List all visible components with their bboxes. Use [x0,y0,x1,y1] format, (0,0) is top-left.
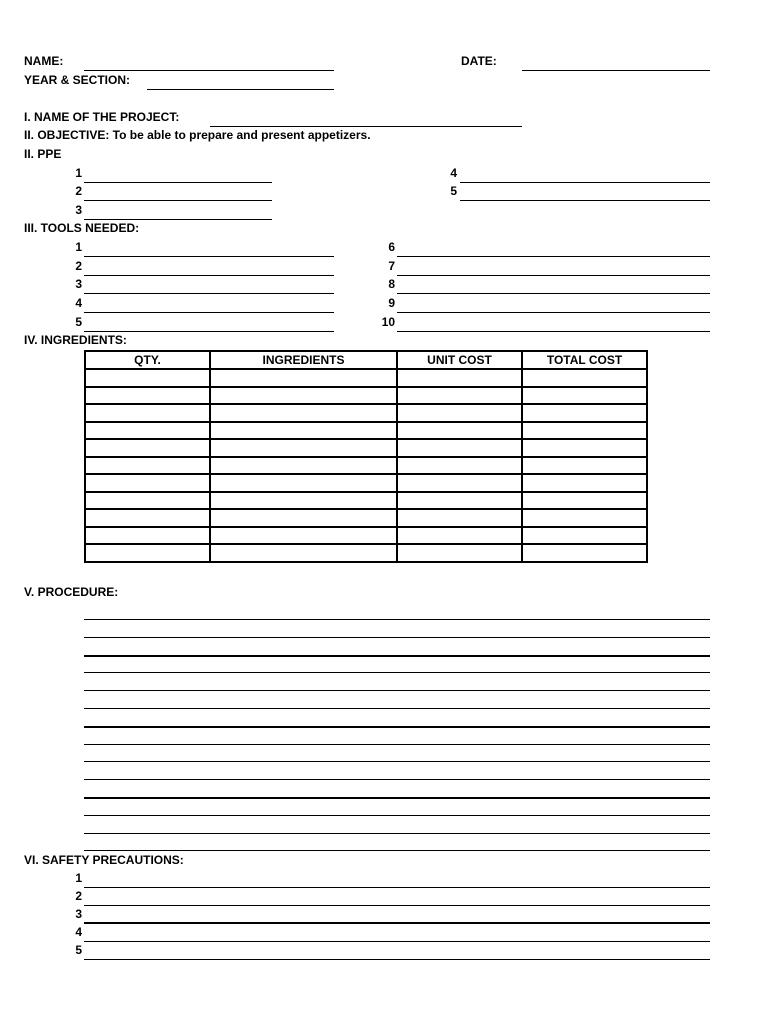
table-cell[interactable] [210,544,397,562]
objective-text: II. OBJECTIVE: To be able to prepare and present appetizers. [24,128,371,142]
year-section-line[interactable] [147,89,334,90]
procedure-line[interactable] [84,708,710,709]
ppe-number: 5 [450,184,457,198]
procedure-line[interactable] [84,655,710,657]
procedure-line[interactable] [84,672,710,673]
tools-number: 7 [388,259,395,273]
ppe-label: II. PPE [24,147,62,161]
table-row [85,439,647,457]
table-cell[interactable] [522,544,647,562]
ingredients-label: IV. INGREDIENTS: [24,333,127,347]
procedure-line[interactable] [84,850,710,851]
table-cell[interactable] [522,457,647,475]
table-cell[interactable] [210,387,397,405]
table-header-row [85,351,647,369]
table-cell[interactable] [85,387,210,405]
table-cell[interactable] [85,544,210,562]
safety-number: 5 [75,943,82,957]
procedure-line[interactable] [84,779,710,780]
ppe-line-1[interactable] [84,182,272,183]
table-cell[interactable] [210,509,397,527]
safety-number: 1 [75,871,82,885]
safety-number: 2 [75,889,82,903]
procedure-line[interactable] [84,690,710,691]
procedure-label: V. PROCEDURE: [24,585,119,599]
tools-line-4[interactable] [84,312,334,313]
table-cell[interactable] [397,544,522,562]
procedure-line[interactable] [84,761,710,762]
table-cell[interactable] [85,422,210,440]
table-row [85,457,647,475]
tools-number: 2 [75,259,82,273]
table-row [85,544,647,562]
table-cell[interactable] [210,492,397,510]
tools-number: 1 [75,240,82,254]
date-line[interactable] [522,70,710,71]
table-cell[interactable] [522,422,647,440]
table-cell[interactable] [397,439,522,457]
table-row [85,422,647,440]
table-cell[interactable] [210,457,397,475]
tools-line-3[interactable] [84,293,334,294]
ppe-number: 1 [75,166,82,180]
safety-label: VI. SAFETY PRECAUTIONS: [24,853,184,867]
project-name-line[interactable] [210,126,522,127]
ingredients-table-body [85,369,647,562]
ppe-line-2[interactable] [84,200,272,201]
table-cell[interactable] [210,527,397,545]
table-cell[interactable] [85,457,210,475]
column-header-total-cost: TOTAL COST [522,351,647,369]
table-cell[interactable] [397,369,522,387]
tools-line-9[interactable] [397,312,710,313]
tools-number: 5 [75,315,82,329]
ppe-line-3[interactable] [84,219,272,220]
table-cell[interactable] [397,422,522,440]
tools-number: 3 [75,277,82,291]
table-cell[interactable] [210,369,397,387]
table-cell[interactable] [85,527,210,545]
table-cell[interactable] [522,387,647,405]
table-row [85,509,647,527]
table-cell[interactable] [522,404,647,422]
table-cell[interactable] [85,404,210,422]
table-row [85,369,647,387]
table-cell[interactable] [397,387,522,405]
safety-number: 4 [75,925,82,939]
ppe-line-5[interactable] [460,200,710,201]
tools-line-5[interactable] [84,331,334,332]
table-cell[interactable] [522,369,647,387]
column-header-qty: QTY. [85,351,210,369]
safety-line-3[interactable] [84,922,710,924]
column-header-unit-cost: UNIT COST [397,351,522,369]
safety-line-4[interactable] [84,941,710,942]
date-label: DATE: [461,54,497,68]
table-cell[interactable] [85,492,210,510]
safety-line-5[interactable] [84,959,710,960]
table-cell[interactable] [85,474,210,492]
table-cell[interactable] [397,492,522,510]
procedure-line[interactable] [84,744,710,745]
ingredients-table [84,350,648,563]
procedure-line[interactable] [84,619,710,620]
year-section-label: YEAR & SECTION: [24,73,131,87]
ppe-line-4[interactable] [460,182,710,183]
table-cell[interactable] [397,509,522,527]
table-cell[interactable] [210,422,397,440]
tools-label: III. TOOLS NEEDED: [24,221,140,235]
tools-number: 6 [388,240,395,254]
ppe-number: 2 [75,184,82,198]
table-cell[interactable] [522,439,647,457]
table-row [85,404,647,422]
table-cell[interactable] [397,404,522,422]
name-line[interactable] [84,70,334,71]
table-cell[interactable] [85,509,210,527]
table-cell[interactable] [210,404,397,422]
table-cell[interactable] [522,527,647,545]
table-row [85,474,647,492]
table-row [85,492,647,510]
tools-line-10[interactable] [397,331,710,332]
procedure-line[interactable] [84,815,710,816]
safety-line-1[interactable] [84,887,710,888]
tools-line-6[interactable] [397,256,710,257]
procedure-line[interactable] [84,726,710,728]
tools-line-7[interactable] [397,275,710,276]
tools-number: 9 [388,296,395,310]
safety-number: 3 [75,907,82,921]
tools-number: 4 [75,296,82,310]
table-cell[interactable] [522,474,647,492]
table-row [85,527,647,545]
tools-line-8[interactable] [397,293,710,294]
table-cell[interactable] [397,474,522,492]
procedure-line[interactable] [84,797,710,799]
column-header-ingredients: INGREDIENTS [210,351,397,369]
ppe-number: 3 [75,203,82,217]
ppe-number: 4 [450,166,457,180]
table-cell[interactable] [210,474,397,492]
table-cell[interactable] [210,439,397,457]
table-cell[interactable] [397,527,522,545]
table-row [85,387,647,405]
name-label: NAME: [24,54,64,68]
table-cell[interactable] [522,492,647,510]
table-cell[interactable] [522,509,647,527]
procedure-line[interactable] [84,833,710,834]
tools-number: 10 [381,315,395,329]
tools-line-2[interactable] [84,275,334,276]
tools-number: 8 [388,277,395,291]
table-cell[interactable] [85,439,210,457]
project-name-label: I. NAME OF THE PROJECT: [24,110,180,124]
safety-line-2[interactable] [84,905,710,906]
table-cell[interactable] [397,457,522,475]
procedure-line[interactable] [84,637,710,638]
tools-line-1[interactable] [84,256,334,257]
table-cell[interactable] [85,369,210,387]
